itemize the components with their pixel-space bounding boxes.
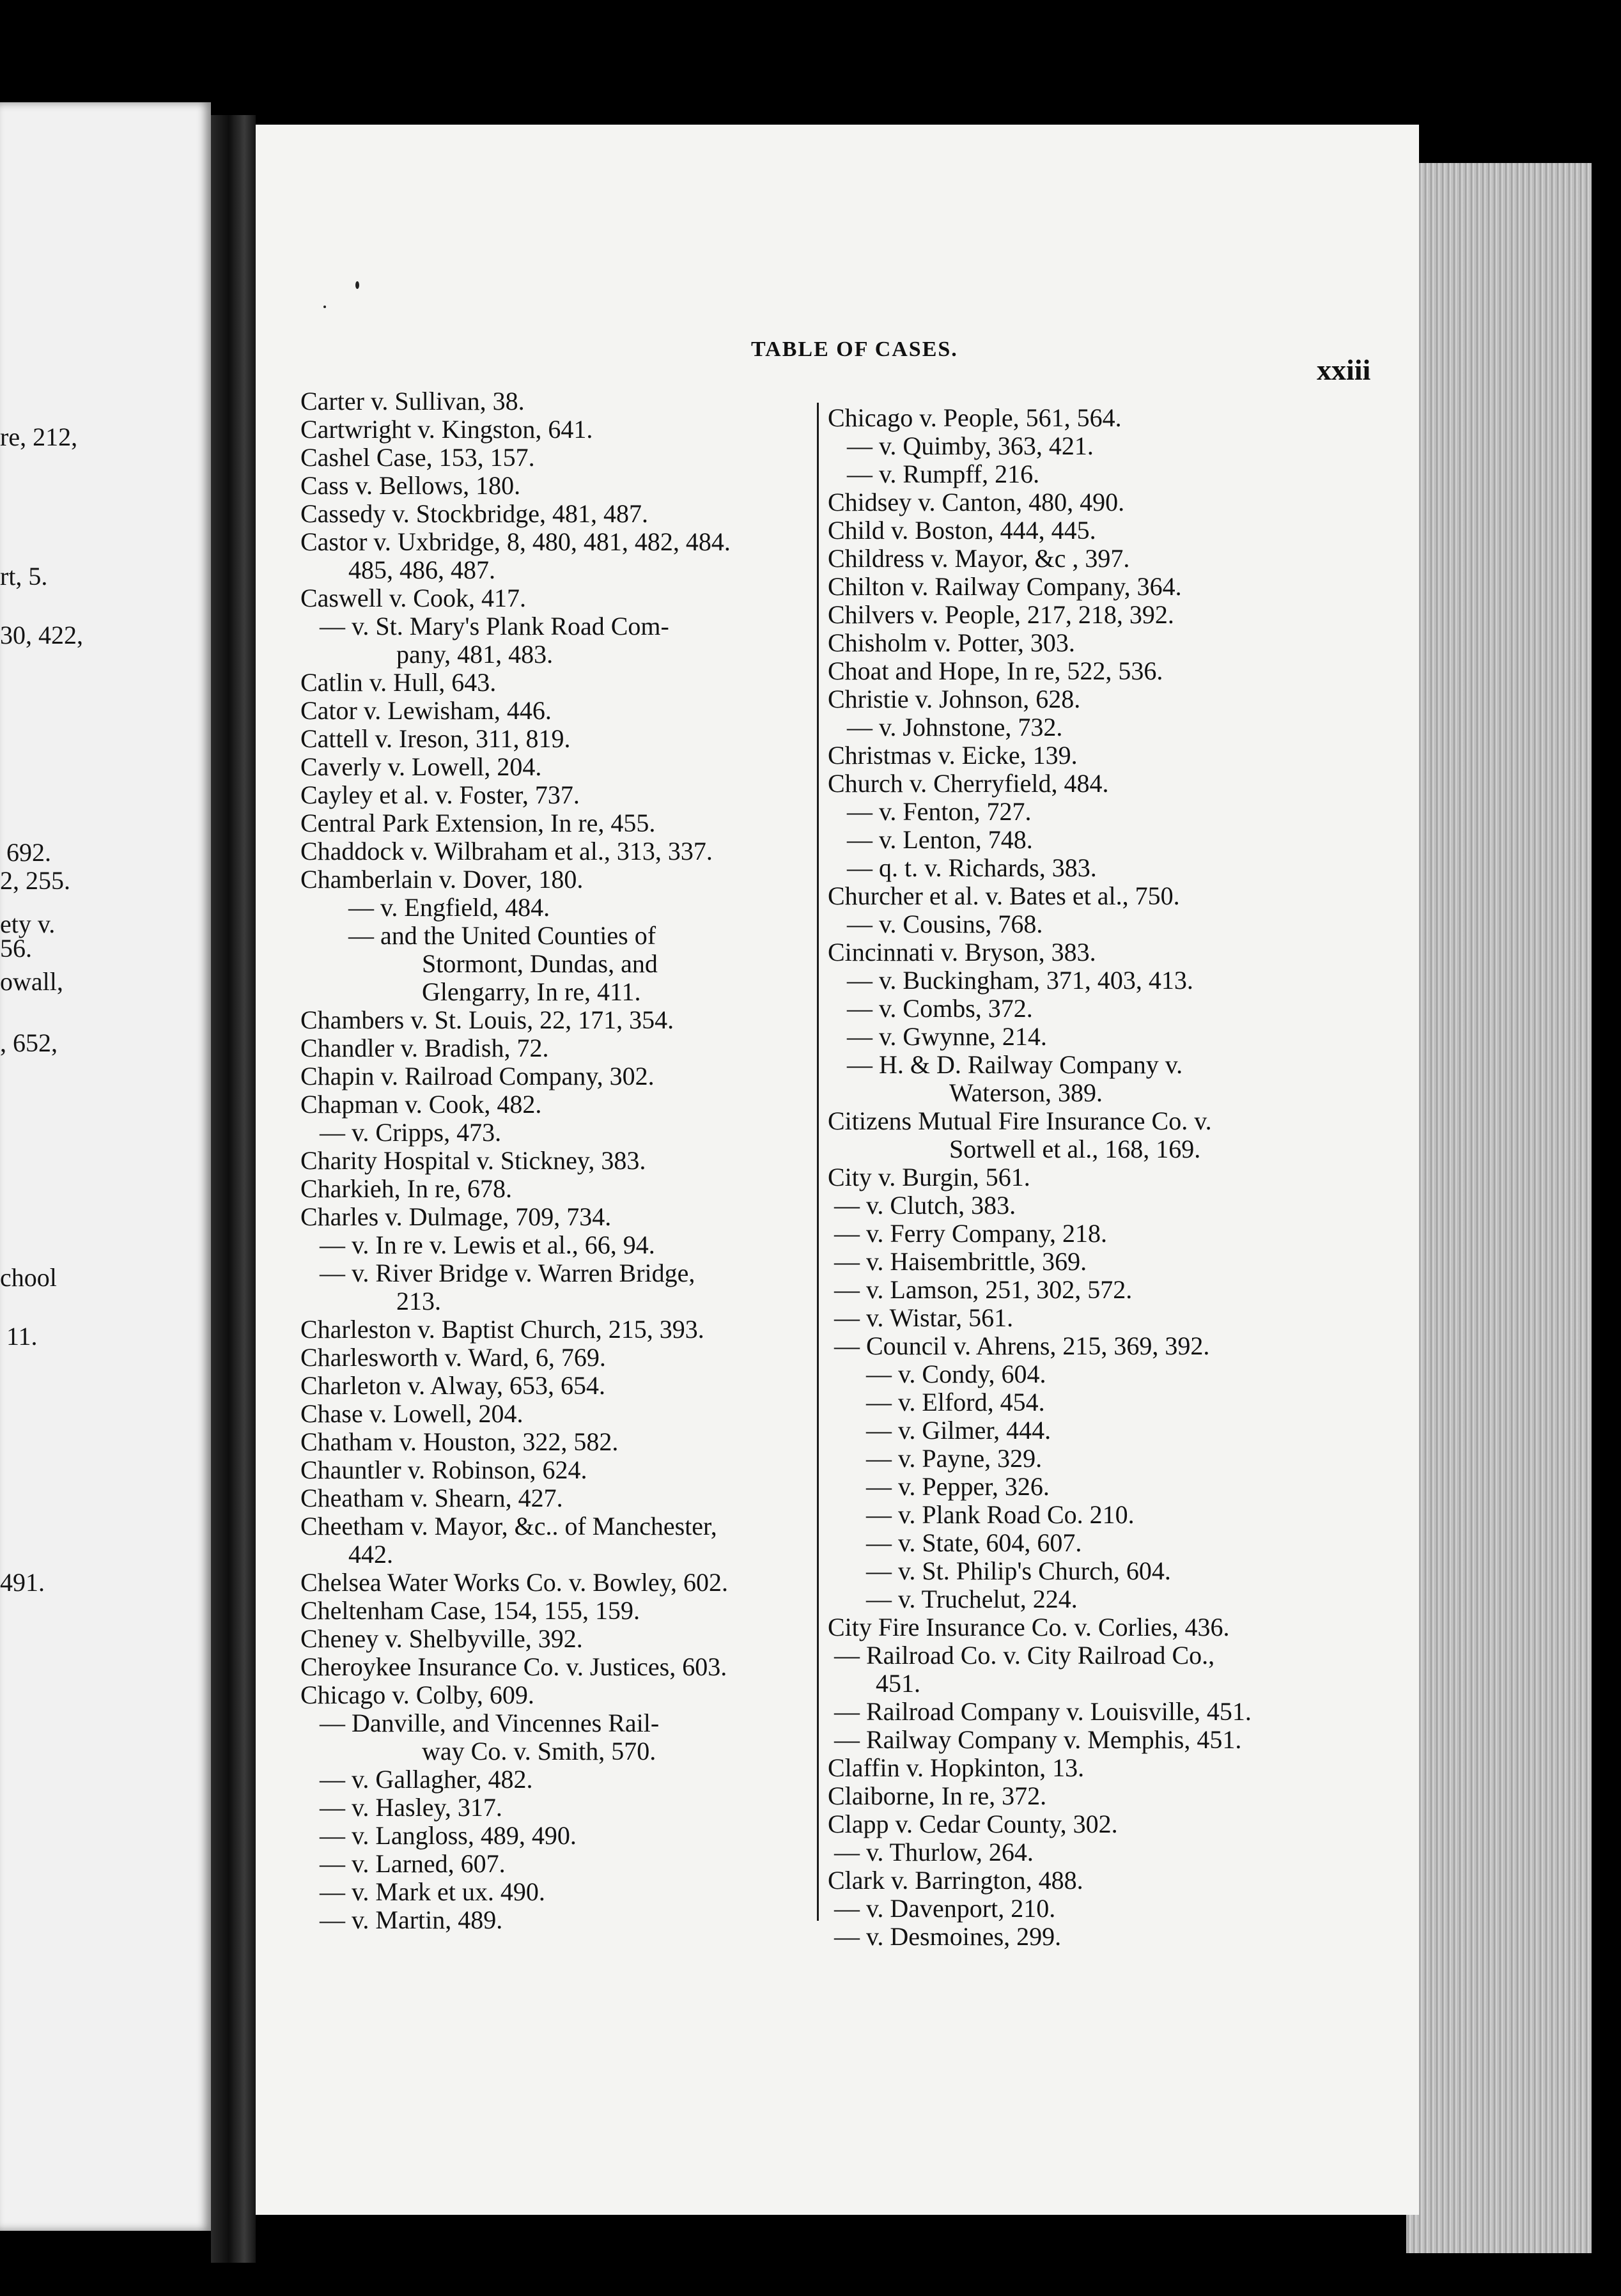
case-entry: — v. Hasley, 317. bbox=[320, 1793, 502, 1822]
case-entry: — v. Quimby, 363, 421. bbox=[847, 431, 1094, 460]
case-entry: Chambers v. St. Louis, 22, 171, 354. bbox=[300, 1005, 674, 1034]
case-entry: — v. Elford, 454. bbox=[866, 1388, 1045, 1416]
case-entry: Sortwell et al., 168, 169. bbox=[949, 1135, 1201, 1163]
case-entry: — v. Wistar, 561. bbox=[834, 1303, 1014, 1332]
left-fragment: 30, 422, bbox=[0, 621, 83, 649]
case-entry: — v. In re v. Lewis et al., 66, 94. bbox=[320, 1230, 655, 1259]
case-entry: Chandler v. Bradish, 72. bbox=[300, 1034, 549, 1062]
case-entry: — v. Combs, 372. bbox=[847, 994, 1033, 1023]
case-entry: Cayley et al. v. Foster, 737. bbox=[300, 780, 580, 809]
left-page bbox=[0, 102, 211, 2231]
case-entry: — v. Cripps, 473. bbox=[320, 1118, 502, 1147]
page-edges bbox=[1406, 163, 1592, 2253]
case-entry: 442. bbox=[348, 1540, 393, 1569]
case-entry: City Fire Insurance Co. v. Corlies, 436. bbox=[828, 1613, 1230, 1641]
case-entry: — v. Clutch, 383. bbox=[834, 1191, 1016, 1220]
page-heading: TABLE OF CASES. bbox=[751, 337, 958, 361]
case-entry: Charleton v. Alway, 653, 654. bbox=[300, 1371, 605, 1400]
case-entry: — v. Lamson, 251, 302, 572. bbox=[834, 1275, 1133, 1304]
case-entry: Churcher et al. v. Bates et al., 750. bbox=[828, 881, 1180, 910]
case-entry: Cartwright v. Kingston, 641. bbox=[300, 415, 593, 444]
case-entry: — v. Langloss, 489, 490. bbox=[320, 1821, 577, 1850]
column-divider bbox=[817, 403, 819, 1921]
case-entry: Chilton v. Railway Company, 364. bbox=[828, 572, 1182, 601]
case-entry: Choat and Hope, In re, 522, 536. bbox=[828, 656, 1163, 685]
case-entry: — q. t. v. Richards, 383. bbox=[847, 853, 1097, 882]
case-entry: — v. Davenport, 210. bbox=[834, 1894, 1056, 1923]
case-entry: Cass v. Bellows, 180. bbox=[300, 471, 521, 500]
case-entry: Claiborne, In re, 372. bbox=[828, 1781, 1047, 1810]
case-entry: Cheetham v. Mayor, &c.. of Manchester, bbox=[300, 1512, 717, 1540]
case-entry: Charkieh, In re, 678. bbox=[300, 1174, 513, 1203]
index-column-right bbox=[828, 404, 1384, 1951]
case-entry: Chauntler v. Robinson, 624. bbox=[300, 1455, 587, 1484]
case-entry: Chapman v. Cook, 482. bbox=[300, 1090, 542, 1119]
case-entry: 485, 486, 487. bbox=[348, 555, 495, 584]
case-entry: Chidsey v. Canton, 480, 490. bbox=[828, 488, 1125, 516]
case-entry: Clark v. Barrington, 488. bbox=[828, 1866, 1083, 1895]
case-entry: — v. Engfield, 484. bbox=[348, 893, 550, 922]
left-fragment: owall, bbox=[0, 967, 63, 996]
case-entry: — v. Ferry Company, 218. bbox=[834, 1219, 1107, 1248]
left-fragment: re, 212, bbox=[0, 423, 78, 451]
case-entry: — v. Condy, 604. bbox=[866, 1360, 1046, 1388]
left-fragment: ety v. bbox=[0, 910, 56, 938]
case-entry: Chicago v. Colby, 609. bbox=[300, 1680, 534, 1709]
index-column-left bbox=[300, 387, 850, 1934]
case-entry: — v. Mark et ux. 490. bbox=[320, 1877, 545, 1906]
case-entry: — v. Rumpff, 216. bbox=[847, 460, 1040, 488]
case-entry: Central Park Extension, In re, 455. bbox=[300, 809, 656, 837]
case-entry: — Railway Company v. Memphis, 451. bbox=[834, 1725, 1242, 1754]
case-entry: — v. Johnstone, 732. bbox=[847, 713, 1063, 741]
left-fragment: 11. bbox=[6, 1322, 38, 1351]
case-entry: — Railroad Company v. Louisville, 451. bbox=[834, 1697, 1252, 1726]
case-entry: Carter v. Sullivan, 38. bbox=[300, 387, 525, 415]
case-entry: Chase v. Lowell, 204. bbox=[300, 1399, 524, 1428]
case-entry: Cheney v. Shelbyville, 392. bbox=[300, 1624, 583, 1653]
case-entry: 451. bbox=[876, 1669, 920, 1698]
case-entry: Castor v. Uxbridge, 8, 480, 481, 482, 484. bbox=[300, 527, 731, 556]
case-entry: Glengarry, In re, 411. bbox=[422, 977, 641, 1006]
case-entry: — v. Buckingham, 371, 403, 413. bbox=[847, 966, 1193, 995]
case-entry: Waterson, 389. bbox=[949, 1078, 1103, 1107]
case-entry: — Danville, and Vincennes Rail- bbox=[320, 1709, 660, 1737]
case-entry: Cheroykee Insurance Co. v. Justices, 603. bbox=[300, 1652, 727, 1681]
case-entry: Cheatham v. Shearn, 427. bbox=[300, 1484, 563, 1512]
case-entry: Chapin v. Railroad Company, 302. bbox=[300, 1062, 655, 1090]
case-entry: — v. Thurlow, 264. bbox=[834, 1838, 1034, 1866]
case-entry: pany, 481, 483. bbox=[396, 640, 554, 669]
case-entry: — v. Truchelut, 224. bbox=[866, 1585, 1078, 1613]
case-entry: — v. St. Philip's Church, 604. bbox=[866, 1556, 1171, 1585]
case-entry: — v. Cousins, 768. bbox=[847, 910, 1043, 938]
case-entry: — H. & D. Railway Company v. bbox=[847, 1050, 1183, 1079]
case-entry: — v. State, 604, 607. bbox=[866, 1528, 1082, 1557]
case-entry: Chelsea Water Works Co. v. Bowley, 602. bbox=[300, 1568, 729, 1597]
left-fragment: rt, 5. bbox=[0, 562, 48, 591]
case-entry: — v. Larned, 607. bbox=[320, 1849, 506, 1878]
case-entry: Chicago v. People, 561, 564. bbox=[828, 403, 1122, 432]
case-entry: — v. Gallagher, 482. bbox=[320, 1765, 533, 1794]
case-entry: 213. bbox=[396, 1287, 441, 1315]
case-entry: — and the United Counties of bbox=[348, 921, 656, 950]
case-entry: City v. Burgin, 561. bbox=[828, 1163, 1030, 1191]
case-entry: — v. Lenton, 748. bbox=[847, 825, 1033, 854]
case-entry: Cincinnati v. Bryson, 383. bbox=[828, 938, 1096, 966]
left-fragment: 56. bbox=[0, 934, 32, 963]
case-entry: Caswell v. Cook, 417. bbox=[300, 584, 526, 612]
case-entry: Charlesworth v. Ward, 6, 769. bbox=[300, 1343, 606, 1372]
case-entry: Catlin v. Hull, 643. bbox=[300, 668, 497, 697]
ink-speck bbox=[323, 306, 326, 308]
ink-speck bbox=[355, 281, 359, 289]
case-entry: Stormont, Dundas, and bbox=[422, 949, 658, 978]
case-entry: — v. Haisembrittle, 369. bbox=[834, 1247, 1087, 1276]
case-entry: — v. Martin, 489. bbox=[320, 1905, 503, 1934]
page-number: xxiii bbox=[1317, 353, 1371, 386]
case-entry: — v. Fenton, 727. bbox=[847, 797, 1032, 826]
left-fragment: 491. bbox=[0, 1568, 45, 1597]
case-entry: Church v. Cherryfield, 484. bbox=[828, 769, 1109, 798]
case-entry: Child v. Boston, 444, 445. bbox=[828, 516, 1096, 545]
case-entry: Claffin v. Hopkinton, 13. bbox=[828, 1753, 1085, 1782]
case-entry: Cheltenham Case, 154, 155, 159. bbox=[300, 1596, 640, 1625]
left-fragment: , 652, bbox=[0, 1028, 58, 1057]
case-entry: Christie v. Johnson, 628. bbox=[828, 685, 1081, 713]
case-entry: — v. Gilmer, 444. bbox=[866, 1416, 1051, 1445]
case-entry: — v. Payne, 329. bbox=[866, 1444, 1043, 1473]
case-entry: — v. Plank Road Co. 210. bbox=[866, 1500, 1135, 1529]
case-entry: — v. Gwynne, 214. bbox=[847, 1022, 1047, 1051]
case-entry: Chaddock v. Wilbraham et al., 313, 337. bbox=[300, 837, 713, 865]
case-entry: — Council v. Ahrens, 215, 369, 392. bbox=[834, 1331, 1210, 1360]
case-entry: Cator v. Lewisham, 446. bbox=[300, 696, 552, 725]
case-entry: Cashel Case, 153, 157. bbox=[300, 443, 535, 472]
case-entry: way Co. v. Smith, 570. bbox=[422, 1737, 656, 1765]
case-entry: Chilvers v. People, 217, 218, 392. bbox=[828, 600, 1174, 629]
case-entry: — v. Pepper, 326. bbox=[866, 1472, 1050, 1501]
left-fragment: 692. bbox=[6, 838, 51, 867]
case-entry: Charleston v. Baptist Church, 215, 393. bbox=[300, 1315, 704, 1344]
case-entry: Clapp v. Cedar County, 302. bbox=[828, 1810, 1118, 1838]
case-entry: — v. River Bridge v. Warren Bridge, bbox=[320, 1259, 695, 1287]
case-entry: Caverly v. Lowell, 204. bbox=[300, 752, 542, 781]
case-entry: — v. St. Mary's Plank Road Com- bbox=[320, 612, 669, 640]
case-entry: — Railroad Co. v. City Railroad Co., bbox=[834, 1641, 1215, 1670]
left-fragment: 2, 255. bbox=[0, 866, 70, 895]
case-entry: Cattell v. Ireson, 311, 819. bbox=[300, 724, 571, 753]
case-entry: Citizens Mutual Fire Insurance Co. v. bbox=[828, 1106, 1212, 1135]
case-entry: Charles v. Dulmage, 709, 734. bbox=[300, 1202, 612, 1231]
case-entry: Chatham v. Houston, 322, 582. bbox=[300, 1427, 619, 1456]
case-entry: Chamberlain v. Dover, 180. bbox=[300, 865, 584, 894]
case-entry: Charity Hospital v. Stickney, 383. bbox=[300, 1146, 646, 1175]
book-gutter bbox=[211, 115, 256, 2263]
case-entry: Chisholm v. Potter, 303. bbox=[828, 628, 1075, 657]
case-entry: Cassedy v. Stockbridge, 481, 487. bbox=[300, 499, 649, 528]
case-entry: Christmas v. Eicke, 139. bbox=[828, 741, 1078, 770]
left-fragment: chool bbox=[0, 1263, 57, 1292]
case-entry: — v. Desmoines, 299. bbox=[834, 1922, 1062, 1951]
case-entry: Childress v. Mayor, &c , 397. bbox=[828, 544, 1130, 573]
